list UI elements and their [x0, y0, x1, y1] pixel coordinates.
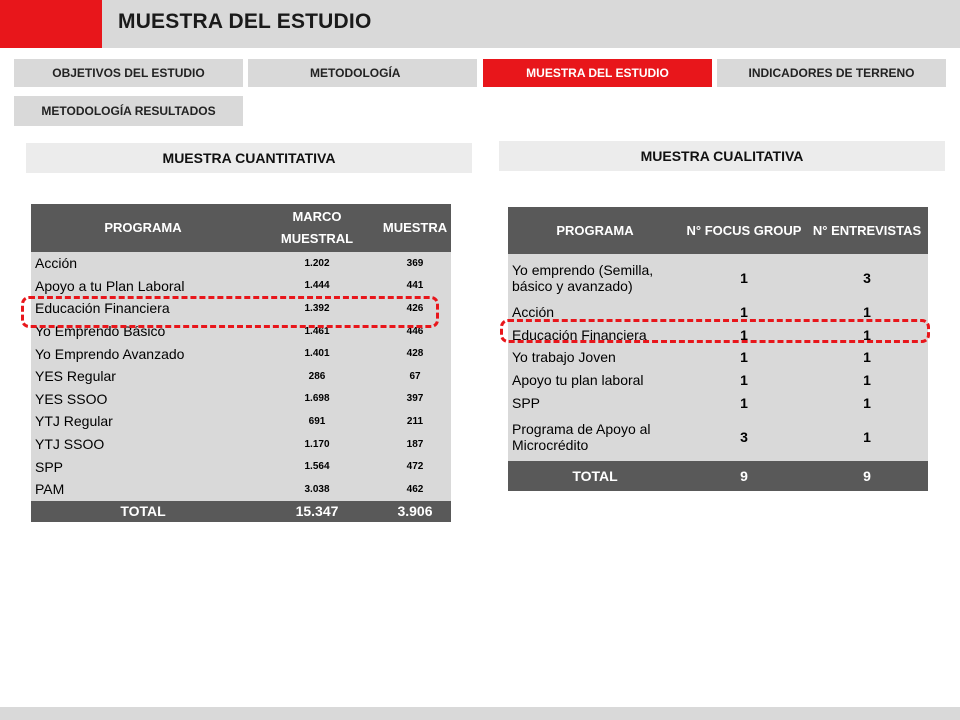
cell-entrevistas: 3	[806, 254, 928, 301]
cell-programa: Acción	[31, 252, 255, 275]
cell-muestra: 428	[379, 342, 451, 365]
table-header-row	[508, 207, 928, 254]
section-title-qualitative: MUESTRA CUALITATIVA	[499, 141, 945, 171]
cell-marco-muestral: 691	[255, 410, 379, 433]
cell-total-entrevistas: 9	[806, 461, 928, 491]
table-row	[31, 252, 451, 275]
cell-programa	[508, 254, 682, 301]
cell-marco-muestral: 1.444	[255, 275, 379, 298]
column-header-entrevistas: N° ENTREVISTAS	[806, 207, 928, 254]
cell-programa: Apoyo tu plan laboral	[508, 369, 682, 392]
table-row	[508, 254, 928, 301]
cell-marco-muestral: 1.392	[255, 297, 379, 320]
table-row	[31, 433, 451, 456]
cell-marco-muestral: 1.202	[255, 252, 379, 275]
cell-focus-group: 1	[682, 346, 806, 369]
cell-programa: Acción	[508, 301, 682, 324]
cell-muestra: 397	[379, 388, 451, 411]
cell-programa-line1: Yo emprendo (Semilla,	[512, 261, 654, 278]
tab-metodologia[interactable]: METODOLOGÍA	[248, 59, 477, 87]
footer-bar	[0, 707, 960, 720]
cell-programa: Educación Financiera	[508, 324, 682, 347]
cell-marco-muestral: 1.170	[255, 433, 379, 456]
tab-metodologia-resultados[interactable]: METODOLOGÍA RESULTADOS	[14, 96, 243, 126]
cell-focus-group: 1	[682, 254, 806, 301]
column-header-programa: PROGRAMA	[31, 204, 255, 252]
cell-entrevistas: 1	[806, 369, 928, 392]
table-row	[31, 342, 451, 365]
cell-entrevistas: 1	[806, 346, 928, 369]
cell-entrevistas: 1	[806, 391, 928, 414]
table-total-row	[508, 461, 928, 491]
cell-muestra: 211	[379, 410, 451, 433]
cell-entrevistas: 1	[806, 414, 928, 461]
qualitative-sample-table	[508, 207, 928, 491]
cell-programa: YES SSOO	[31, 388, 255, 411]
cell-programa: Apoyo a tu Plan Laboral	[31, 275, 255, 298]
cell-programa: Educación Financiera	[31, 297, 255, 320]
cell-programa: SPP	[31, 455, 255, 478]
cell-programa: YTJ Regular	[31, 410, 255, 433]
column-header-focus-group: N° FOCUS GROUP	[682, 207, 806, 254]
section-title-quantitative: MUESTRA CUANTITATIVA	[26, 143, 472, 173]
column-header-muestra: MUESTRA	[379, 204, 451, 252]
cell-muestra: 369	[379, 252, 451, 275]
table-header-row	[31, 204, 451, 252]
tab-objetivos-del-estudio[interactable]: OBJETIVOS DEL ESTUDIO	[14, 59, 243, 87]
cell-total-muestra: 3.906	[379, 501, 451, 522]
column-header-programa: PROGRAMA	[508, 207, 682, 254]
table-row	[508, 324, 928, 347]
cell-programa: SPP	[508, 391, 682, 414]
cell-marco-muestral: 3.038	[255, 478, 379, 501]
cell-entrevistas: 1	[806, 301, 928, 324]
cell-marco-muestral: 1.564	[255, 455, 379, 478]
table-row	[31, 478, 451, 501]
cell-muestra: 426	[379, 297, 451, 320]
table-row	[31, 275, 451, 298]
cell-total-label: TOTAL	[31, 501, 255, 522]
cell-marco-muestral: 1.698	[255, 388, 379, 411]
table-row	[508, 369, 928, 392]
cell-programa: YES Regular	[31, 365, 255, 388]
tab-muestra-del-estudio[interactable]: MUESTRA DEL ESTUDIO	[483, 59, 712, 87]
table-row	[31, 410, 451, 433]
table-row	[31, 297, 451, 320]
cell-programa-line2: Microcrédito	[512, 437, 589, 454]
table-row	[31, 320, 451, 343]
table-row	[31, 388, 451, 411]
cell-focus-group: 3	[682, 414, 806, 461]
table-row	[31, 455, 451, 478]
cell-marco-muestral: 1.401	[255, 342, 379, 365]
cell-muestra: 67	[379, 365, 451, 388]
cell-marco-muestral: 1.461	[255, 320, 379, 343]
cell-muestra: 441	[379, 275, 451, 298]
cell-muestra: 187	[379, 433, 451, 456]
table-row	[508, 301, 928, 324]
cell-total-focus-group: 9	[682, 461, 806, 491]
cell-muestra: 462	[379, 478, 451, 501]
cell-muestra: 472	[379, 455, 451, 478]
table-row	[508, 391, 928, 414]
cell-programa-line2: básico y avanzado)	[512, 277, 633, 294]
quantitative-sample-table	[31, 204, 451, 522]
cell-muestra: 446	[379, 320, 451, 343]
cell-programa: Yo Emprendo Básico	[31, 320, 255, 343]
cell-marco-muestral: 286	[255, 365, 379, 388]
cell-programa: PAM	[31, 478, 255, 501]
cell-focus-group: 1	[682, 324, 806, 347]
cell-total-marco-muestral: 15.347	[255, 501, 379, 522]
table-total-row	[31, 501, 451, 522]
page-title: MUESTRA DEL ESTUDIO	[118, 10, 372, 33]
cell-programa	[508, 414, 682, 461]
table-row	[508, 346, 928, 369]
cell-total-label: TOTAL	[508, 461, 682, 491]
header-accent-block	[0, 0, 102, 48]
cell-programa: Yo trabajo Joven	[508, 346, 682, 369]
cell-programa: YTJ SSOO	[31, 433, 255, 456]
cell-focus-group: 1	[682, 301, 806, 324]
table-row	[31, 365, 451, 388]
cell-entrevistas: 1	[806, 324, 928, 347]
tab-indicadores-de-terreno[interactable]: INDICADORES DE TERRENO	[717, 59, 946, 87]
column-header-marco-muestral: MARCO MUESTRAL	[255, 204, 379, 252]
cell-programa-line1: Programa de Apoyo al	[512, 421, 651, 438]
cell-focus-group: 1	[682, 369, 806, 392]
cell-programa: Yo Emprendo Avanzado	[31, 342, 255, 365]
cell-focus-group: 1	[682, 391, 806, 414]
table-row	[508, 414, 928, 461]
